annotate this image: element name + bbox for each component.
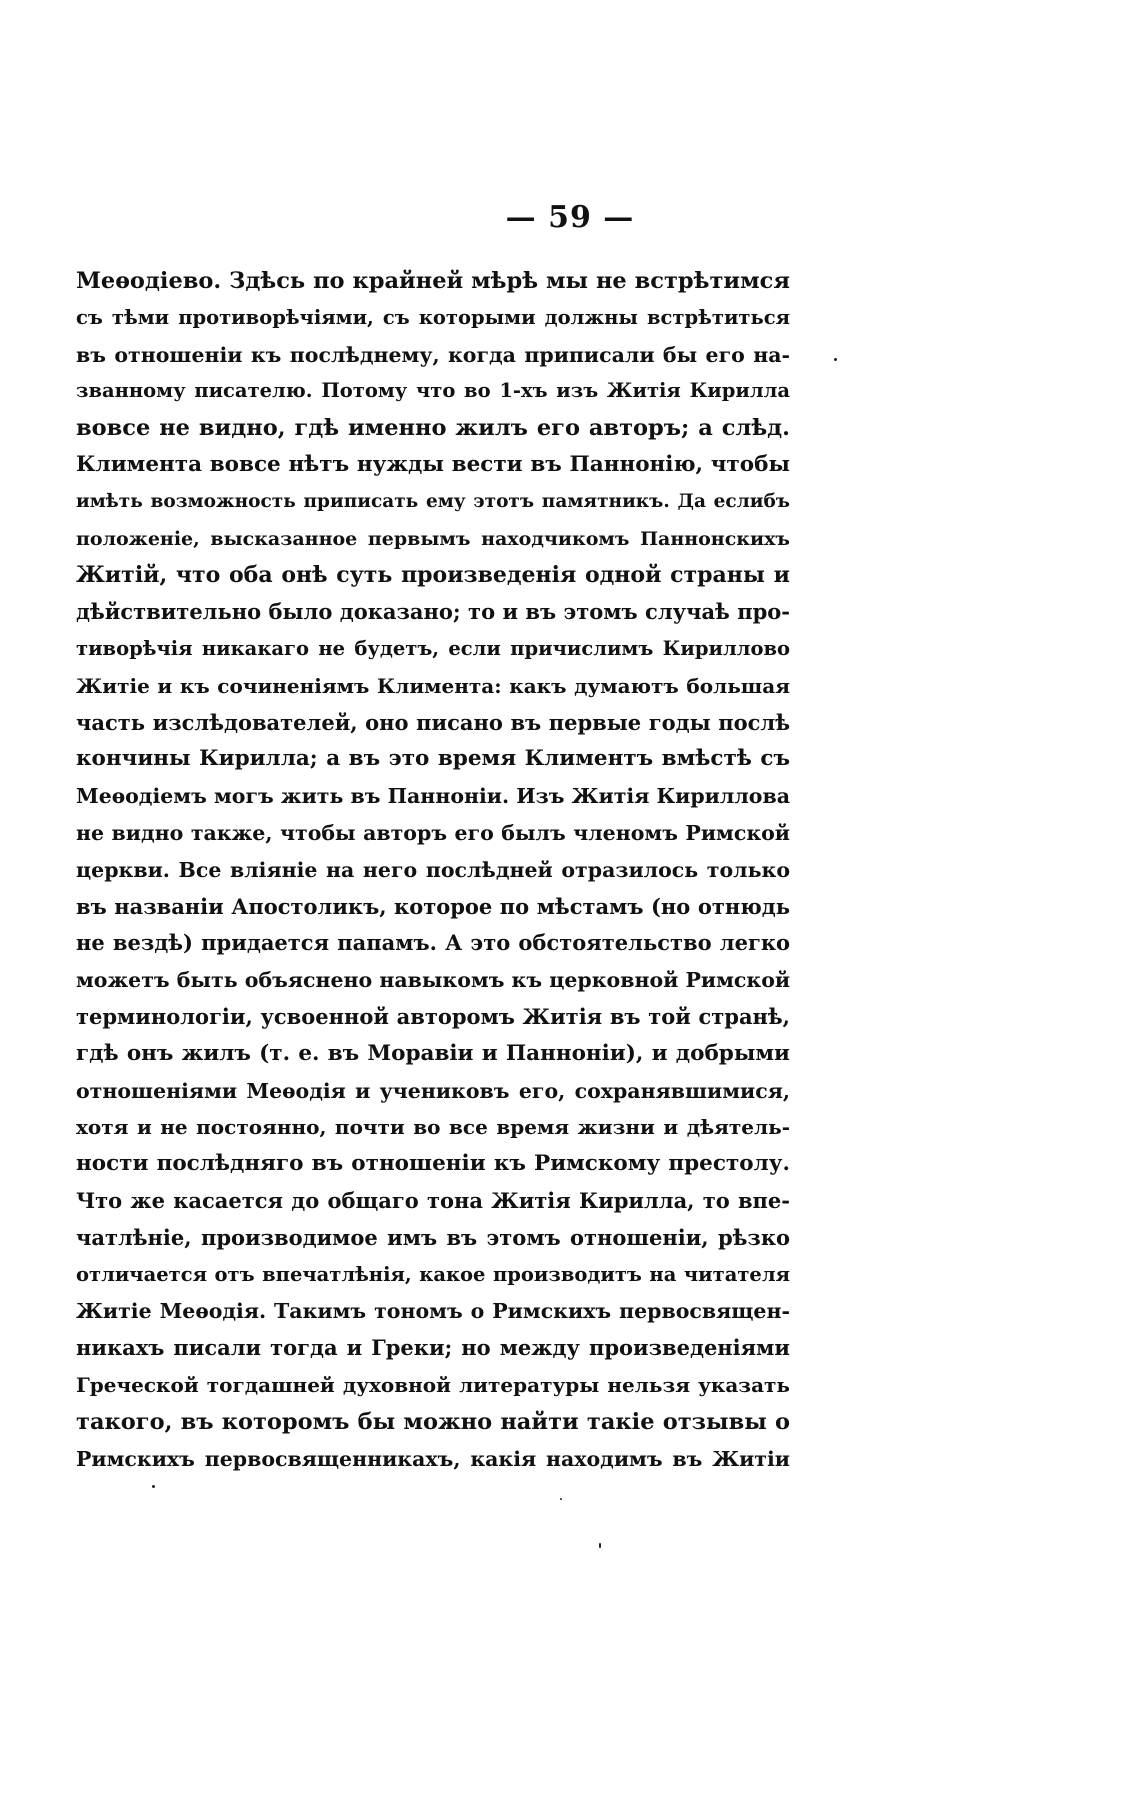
text-line: кончины Кирилла; а въ это время Климентъ вмѣстѣ съ [76, 746, 790, 772]
text-line: Житій, что оба онѣ суть произведенія одной страны и [76, 562, 790, 589]
scan-speck [560, 1498, 562, 1500]
text-line: отличается отъ впечатлѣнія, какое производитъ на читателя [76, 1262, 790, 1286]
text-line: не вездѣ) придается папамъ. А это обстоятельство легко [76, 930, 790, 956]
text-line: тиворѣчія никакаго не будетъ, если причислимъ Кириллово [76, 636, 790, 660]
text-line: можетъ быть объяснено навыкомъ къ церковной Римской [76, 968, 791, 993]
text-line: положеніе, высказанное первымъ находчикомъ Паннонскихъ [76, 527, 790, 550]
text-line: Греческой тогдашней духовной литературы нельзя указать [76, 1372, 790, 1397]
text-line: ности послѣдняго въ отношеніи къ Римскому престолу. [76, 1151, 790, 1177]
text-line: Римскихъ первосвященникахъ, какія находимъ въ Житіи [76, 1446, 790, 1471]
text-line: отношеніями Меѳодія и учениковъ его, сохранявшимися, [76, 1078, 790, 1103]
text-line: въ отношеніи къ послѣднему, когда приписали бы его на- [76, 342, 790, 367]
text-line: терминологіи, усвоенной авторомъ Житія въ той странѣ, [76, 1003, 790, 1029]
text-line: церкви. Все вліяніе на него послѣдней отразилось только [76, 857, 790, 882]
scan-speck [152, 1485, 155, 1488]
page-number: — 59 — [505, 200, 635, 235]
text-line: хотя и не постоянно, почти во все время жизни и дѣятель- [76, 1115, 790, 1140]
text-line: Меѳодіево. Здѣсь по крайней мѣрѣ мы не встрѣтимся [76, 268, 790, 294]
text-line: никахъ писали тогда и Греки; но между произведеніями [76, 1335, 790, 1361]
scan-speck [599, 1543, 601, 1548]
text-line: Что же касается до общаго тона Житія Кирилла, то впе- [76, 1187, 790, 1213]
text-line: званному писателю. Потому что во 1-хъ изъ Житія Кирилла [76, 379, 790, 403]
body-text [76, 263, 790, 1477]
text-line: не видно также, чтобы авторъ его былъ членомъ Римской [76, 820, 790, 845]
text-line: дѣйствительно было доказано; то и въ этомъ случаѣ про- [76, 599, 790, 625]
text-line: вовсе не видно, гдѣ именно жилъ его авторъ; а слѣд. [76, 415, 790, 442]
text-line: гдѣ онъ жилъ (т. е. въ Моравіи и Панноніи), и добрыми [76, 1040, 790, 1066]
text-line: Житіе Меѳодія. Такимъ тономъ о Римскихъ первосвящен- [76, 1299, 790, 1324]
scan-speck [834, 358, 837, 361]
text-line: Меѳодіемъ могъ жить въ Панноніи. Изъ Житія Кириллова [76, 784, 790, 809]
text-line: съ тѣми противорѣчіями, съ которыми должны встрѣтиться [76, 305, 790, 329]
text-line: имѣть возможность приписать ему этотъ памятникъ. Да еслибъ [76, 490, 790, 512]
text-line: часть изслѣдователей, оно писано въ первые годы послѣ [76, 709, 790, 735]
text-line: Житіе и къ сочиненіямъ Климента: какъ думаютъ большая [76, 673, 790, 698]
text-line: такого, въ которомъ бы можно найти такіе отзывы о [76, 1408, 790, 1435]
text-line: чатлѣніе, производимое имъ въ этомъ отношеніи, рѣзко [76, 1224, 790, 1250]
text-line: Климента вовсе нѣтъ нужды вести въ Паннонію, чтобы [76, 451, 790, 477]
text-line: въ названіи Апостоликъ, которое по мѣстамъ (но отнюдь [76, 893, 790, 919]
